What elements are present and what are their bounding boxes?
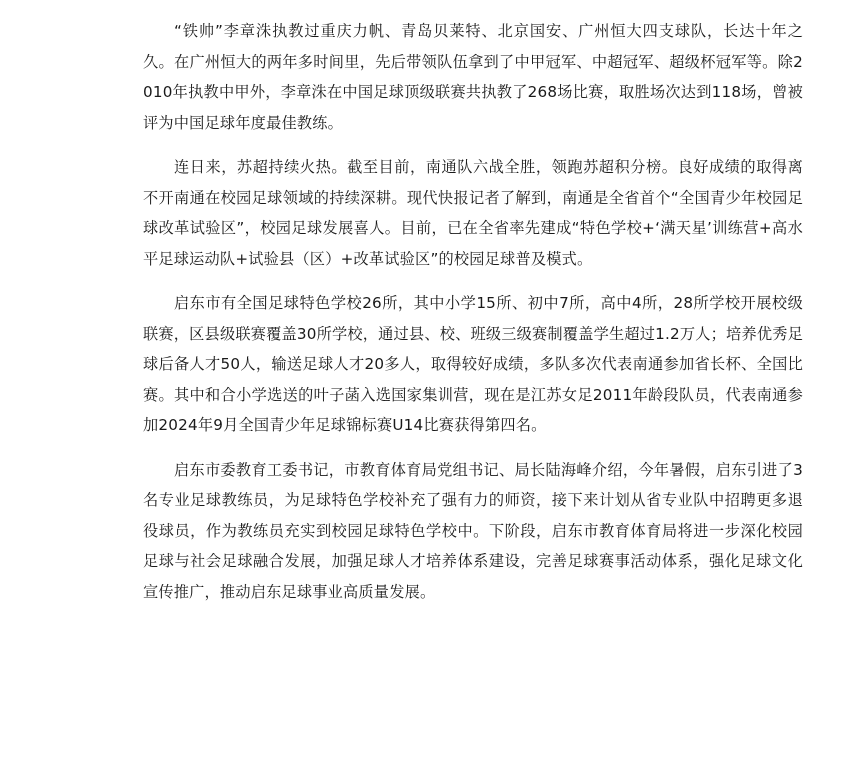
article-body <box>143 16 803 621</box>
paragraph-qidong-schools: 启东市有全国足球特色学校26所，其中小学15所、初中7所，高中4所，28所学校开展校级联赛，区县级联赛覆盖30所学校，通过县、校、班级三级赛制覆盖学生超过1.2万人；培养优秀足球后备人才50人，输送足球人才20多人，取得较好成绩，多队多次代表南通参加省长杯、全国比赛。其中和合小学选送的叶子菡入选国家集训营，现在是江苏女足2011年龄段队员，代表南通参加2024年9月全国青少年足球锦标赛U14比赛获得第四名。 <box>143 294 803 434</box>
paragraph-coach-li-zhangzhu: “铁帅”李章洙执教过重庆力帆、青岛贝莱特、北京国安、广州恒大四支球队，长达十年之久。在广州恒大的两年多时间里，先后带领队伍拿到了中甲冠军、中超冠军、超级杯冠军等。除2010年执教中甲外，李章洙在中国足球顶级联赛共执教了268场比赛，取胜场次达到118场，曾被评为中国足球年度最佳教练。 <box>143 22 803 132</box>
paragraph-qidong-education-bureau: 启东市委教育工委书记，市教育体育局党组书记、局长陆海峰介绍，今年暑假，启东引进了3名专业足球教练员，为足球特色学校补充了强有力的师资，接下来计划从省专业队中招聘更多退役球员，作为教练员充实到校园足球特色学校中。下阶段，启东市教育体育局将进一步深化校园足球与社会足球融合发展，加强足球人才培养体系建设，完善足球赛事活动体系，强化足球文化宣传推广，推动启东足球事业高质量发展。 <box>143 460 803 601</box>
paragraph-nantong-su-super: 连日来，苏超持续火热。截至目前，南通队六战全胜，领跑苏超积分榜。良好成绩的取得离不开南通在校园足球领域的持续深耕。现代快报记者了解到，南通是全省首个“全国青少年校园足球改革试验区”，校园足球发展喜人。目前，已在全省率先建成“特色学校+‘满天星’训练营+高水平足球运动队+试验县（区）+改革试验区”的校园足球普及模式。 <box>143 158 803 268</box>
